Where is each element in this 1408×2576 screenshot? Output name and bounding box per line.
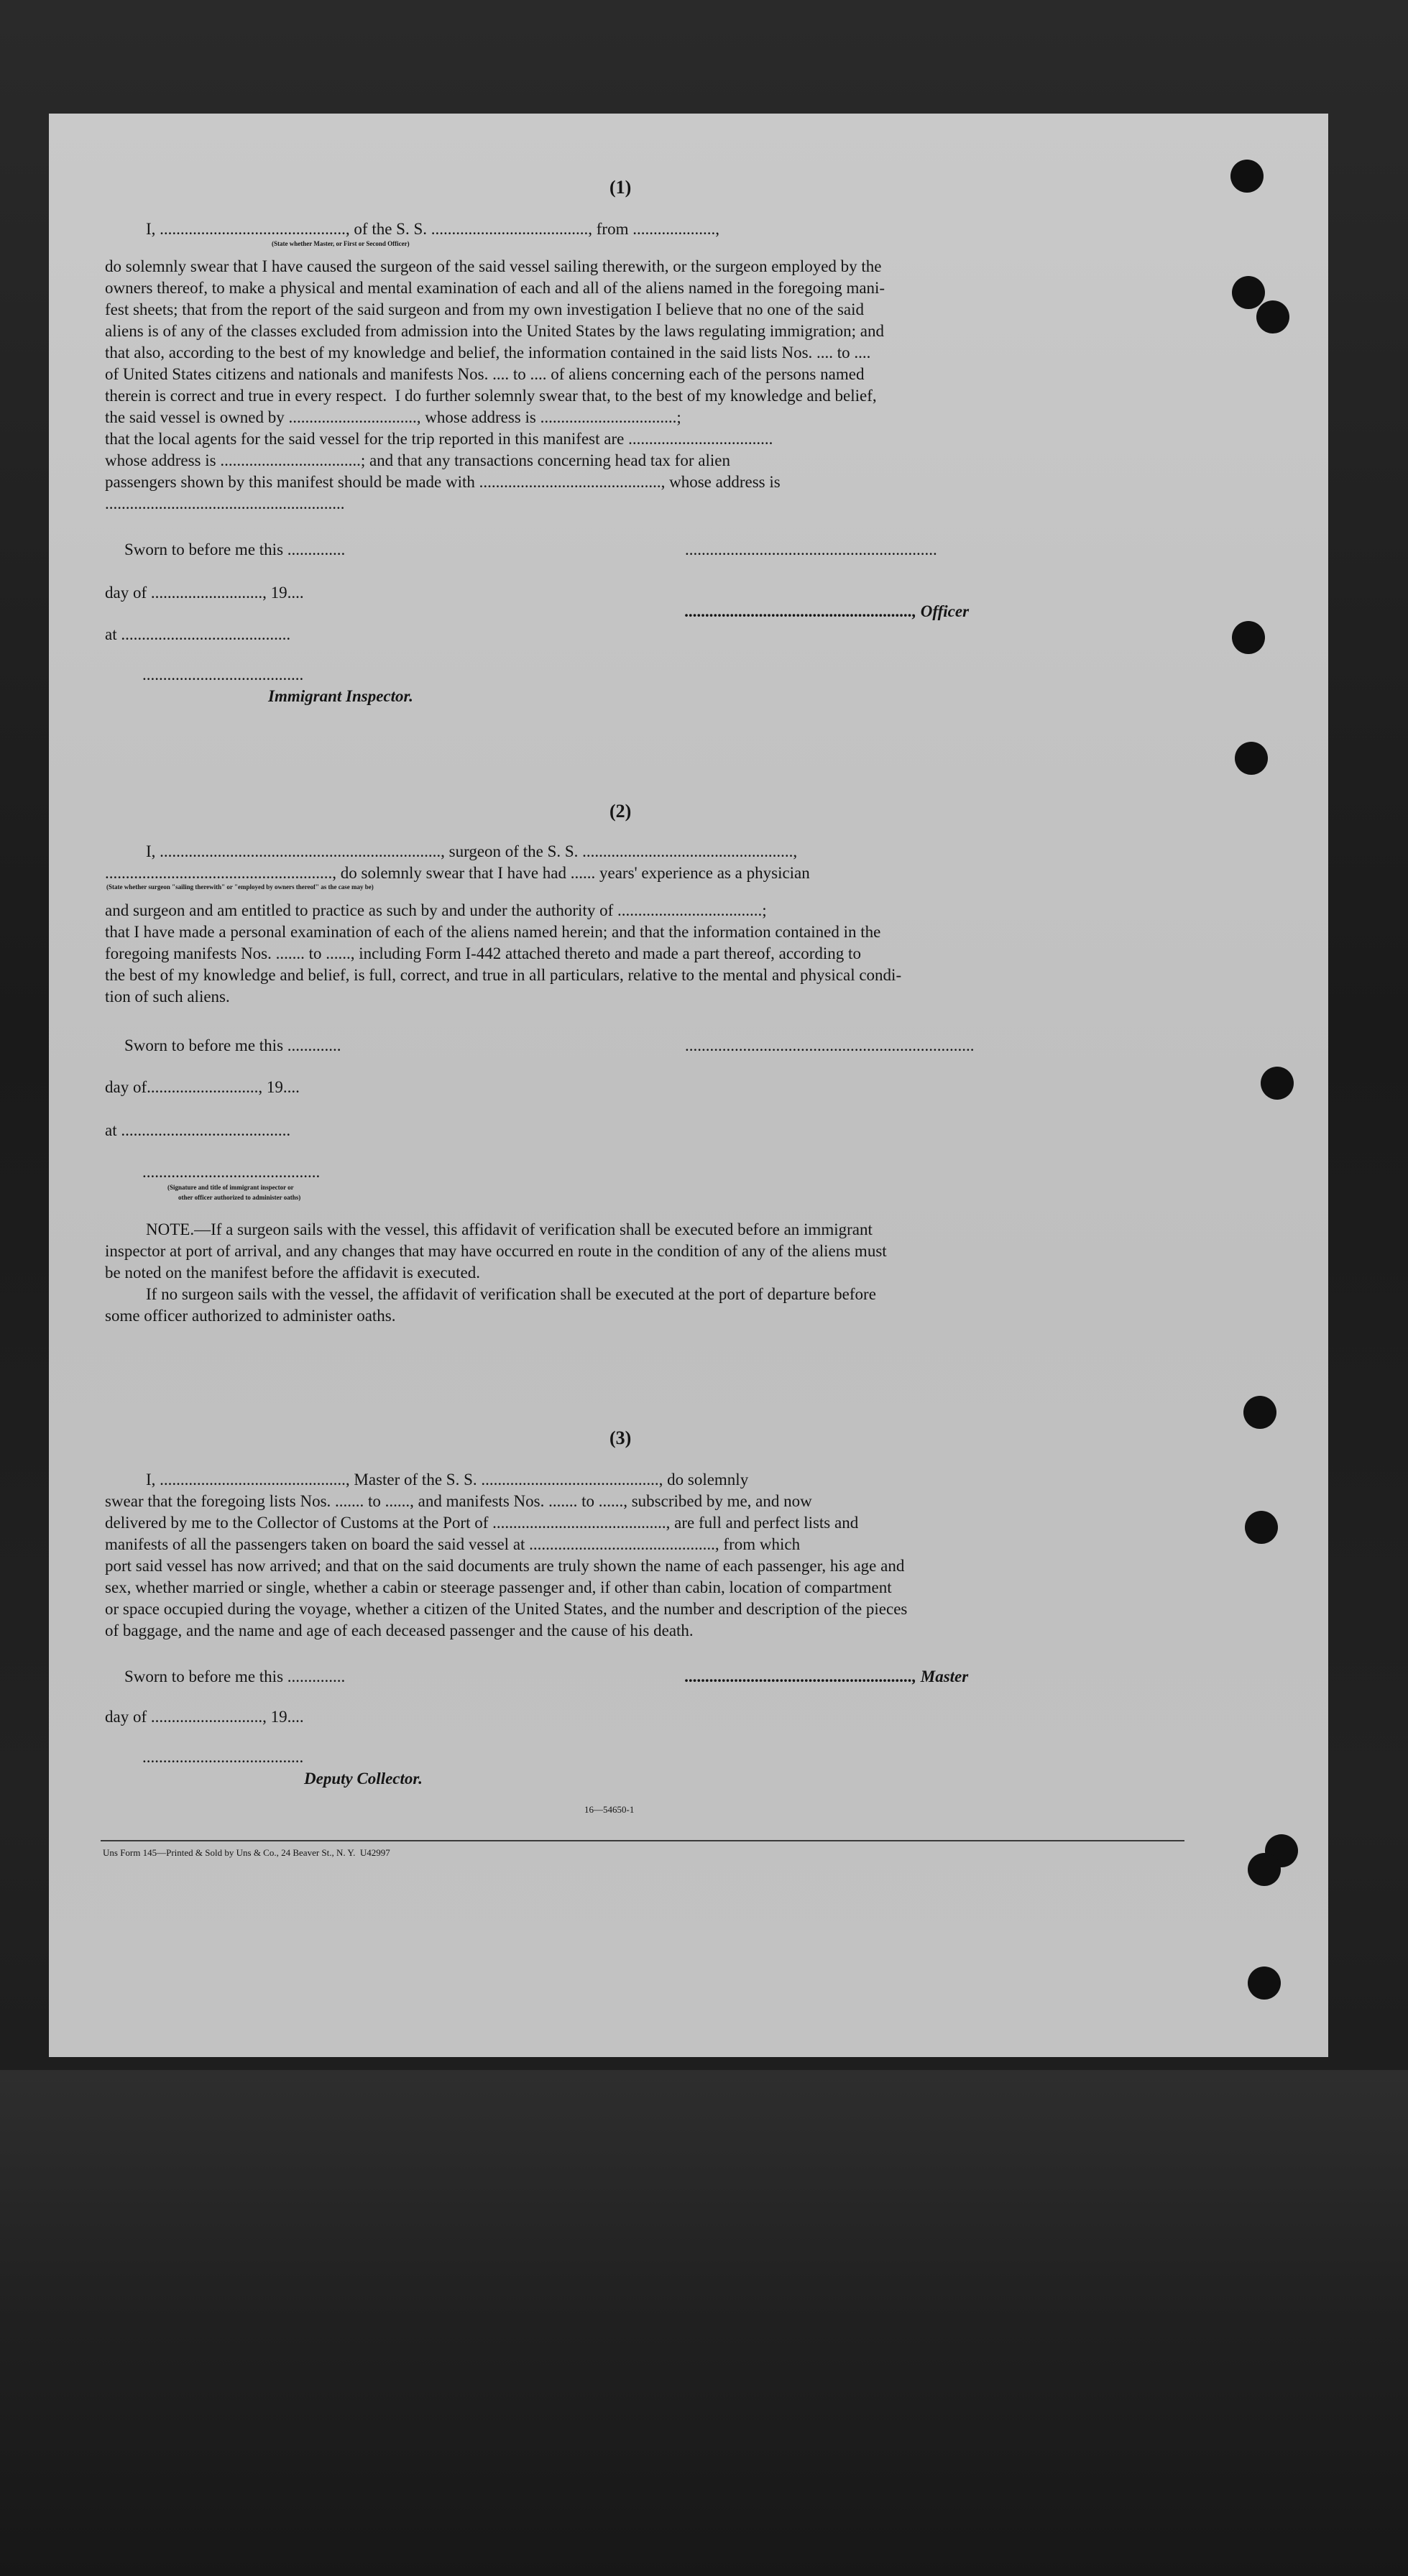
section-2-line: foregoing manifests Nos. ....... to ......, including Form I-442 attached thereto and made a part thereof, according to: [105, 944, 861, 962]
section-3-sworn: Sworn to before me this ..............: [124, 1668, 346, 1685]
section-2-sworn: Sworn to before me this .............: [124, 1036, 341, 1054]
section-1-number: (1): [609, 177, 632, 198]
section-2-line: tion of such aliens.: [105, 988, 230, 1006]
section-3-line: of baggage, and the name and age of each deceased passenger and the cause of his death.: [105, 1622, 694, 1639]
section-2-at: at .........................................: [105, 1121, 291, 1139]
section-1-sworn: Sworn to before me this ..............: [124, 540, 346, 558]
footer-rule: [101, 1840, 1184, 1841]
punch-hole-icon: [1243, 1396, 1276, 1429]
punch-hole-icon: [1261, 1067, 1294, 1100]
section-3-line: I, ............................................., Master of the S. S. ..........................................., do solemnly: [146, 1471, 749, 1489]
section-1-line: aliens is of any of the classes excluded from admission into the United States by the laws regulating immigration; and: [105, 322, 884, 340]
section-1-line: do solemnly swear that I have caused the surgeon of the said vessel sailing therewith, or the surgeon employed by the: [105, 257, 882, 275]
punch-hole-icon: [1248, 1966, 1281, 2000]
section-2-inspector-line: ...........................................: [142, 1163, 321, 1181]
section-2-line-2: ......................................................., do solemnly swear that I have had ...... years' experience as a physician: [105, 864, 810, 882]
section-3-master-signature: ......................................................., Master: [685, 1668, 969, 1685]
section-2-line-1: I, ...................................................................., surgeon of the S. S. ...................................................,: [146, 842, 798, 860]
section-1-inspector-line: .......................................: [142, 666, 304, 684]
note-line: inspector at port of arrival, and any changes that may have occurred en route in the condition of any of the aliens must: [105, 1242, 887, 1260]
scan-lower-shadow: [0, 2070, 1408, 2576]
section-3-collector-label: Deputy Collector.: [304, 1770, 423, 1788]
note-line: some officer authorized to administer oaths.: [105, 1307, 396, 1325]
section-3-number: (3): [609, 1427, 632, 1448]
section-2-line: and surgeon and am entitled to practice as such by and under the authority of ...................................;: [105, 901, 767, 919]
note-line: If no surgeon sails with the vessel, the affidavit of verification shall be executed at the port of departure before: [146, 1285, 876, 1303]
section-1-inspector-label: Immigrant Inspector.: [268, 687, 413, 705]
section-2-day: day of..........................., 19....: [105, 1078, 300, 1096]
section-1-officer-signature: ......................................................., Officer: [685, 602, 970, 620]
section-1-line: therein is correct and true in every respect. I do further solemnly swear that, to the best of my knowledge and belief,: [105, 387, 877, 405]
section-1-line: owners thereof, to make a physical and mental examination of each and all of the aliens named in the foregoing mani-: [105, 279, 885, 297]
section-1-opening-note: (State whether Master, or First or Second Officer): [272, 240, 410, 247]
section-1-opening: I, ............................................., of the S. S. ......................................, from ....................,: [146, 220, 719, 238]
section-2-line-2-note: (State whether surgeon "sailing therewith" or "employed by owners thereof" as the case may be): [106, 883, 374, 891]
section-2-surgeon-line: ......................................................................: [685, 1036, 975, 1054]
section-1-at: at .........................................: [105, 625, 291, 643]
section-3-line: delivered by me to the Collector of Customs at the Port of .........................................., are full and perfect lists and: [105, 1514, 859, 1532]
printer-line: Uns Form 145—Printed & Sold by Uns & Co., 24 Beaver St., N. Y. U42997: [103, 1847, 390, 1858]
punch-hole-icon: [1235, 742, 1268, 775]
section-3-day: day of ..........................., 19....: [105, 1708, 304, 1726]
section-2-line: the best of my knowledge and belief, is full, correct, and true in all particulars, relative to the mental and physical condi-: [105, 966, 902, 984]
punch-hole-icon: [1232, 621, 1265, 654]
note-line: NOTE.—If a surgeon sails with the vessel, this affidavit of verification shall be executed before an immigrant: [146, 1220, 873, 1238]
punch-hole-icon: [1232, 276, 1265, 309]
section-1-line: that also, according to the best of my knowledge and belief, the information contained in the said lists Nos. .... to ....: [105, 344, 871, 362]
section-1-day: day of ..........................., 19....: [105, 584, 304, 602]
section-2-line: that I have made a personal examination of each of the aliens named herein; and that the information contained in the: [105, 923, 881, 941]
form-number: 16—54650-1: [584, 1804, 635, 1815]
section-1-line: fest sheets; that from the report of the said surgeon and from my own investigation I believe that no one of the said: [105, 300, 865, 318]
section-3-collector-line: .......................................: [142, 1748, 304, 1766]
manifest-form-page: [49, 114, 1328, 2057]
section-1-line: passengers shown by this manifest should be made with ............................................, whose address is: [105, 473, 781, 491]
section-3-line: manifests of all the passengers taken on board the said vessel at ............................................., from which: [105, 1535, 801, 1553]
section-1-line: the said vessel is owned by ..............................., whose address is .................................;: [105, 408, 681, 426]
section-1-line: of United States citizens and nationals and manifests Nos. .... to .... of aliens concerning each of the persons named: [105, 365, 865, 383]
section-2-number: (2): [609, 801, 632, 822]
section-1-line: ..........................................................: [105, 494, 345, 512]
punch-hole-icon: [1245, 1511, 1278, 1544]
section-2-signature-note-2: other officer authorized to administer oaths): [178, 1194, 301, 1201]
section-2-signature-note-1: (Signature and title of immigrant inspector or: [167, 1184, 294, 1191]
section-3-line: swear that the foregoing lists Nos. ....... to ......, and manifests Nos. ....... to ......, subscribed by me, and now: [105, 1492, 812, 1510]
punch-hole-icon: [1248, 1853, 1281, 1886]
section-1-line: that the local agents for the said vessel for the trip reported in this manifest are ...................................: [105, 430, 773, 448]
section-3-line: sex, whether married or single, whether a cabin or steerage passenger and, if other than cabin, location of compartment: [105, 1578, 892, 1596]
punch-hole-icon: [1230, 160, 1264, 193]
section-1-officer-line: .............................................................: [685, 540, 937, 558]
note-line: be noted on the manifest before the affidavit is executed.: [105, 1264, 480, 1282]
section-3-line: port said vessel has now arrived; and that on the said documents are truly shown the name of each passenger, his age and: [105, 1557, 905, 1575]
section-3-line: or space occupied during the voyage, whether a citizen of the United States, and the number and description of the pieces: [105, 1600, 908, 1618]
punch-hole-icon: [1256, 300, 1289, 334]
section-1-line: whose address is ..................................; and that any transactions concerning head tax for alien: [105, 451, 730, 469]
